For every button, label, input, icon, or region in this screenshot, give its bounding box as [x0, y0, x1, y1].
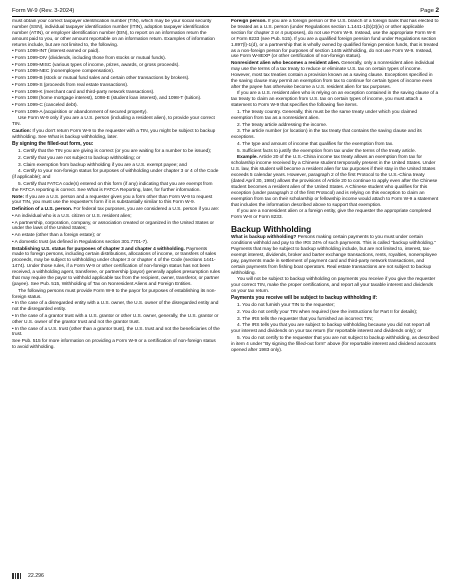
list-item: 2. The treaty article addressing the income. [237, 122, 328, 128]
page-header [12, 5, 439, 15]
list-item: 3. The IRS tells the requester that you furnished an incorrect TIN; [237, 316, 373, 322]
list-item: • In the case of a disregarded entity with a U.S. owner, the U.S. owner of the disregarded entity and not the disregarded entity. [12, 301, 219, 313]
backup-withholding-heading: Backup Withholding [231, 223, 312, 234]
paragraph: If you are a U.S. resident alien who is relying on an exception contained in the saving clause of a tax treaty to claim an exemption from U.S. tax on certain types of income, you must attach a statement to Form W-9 that specifies the following five items. [231, 91, 439, 109]
nonresident-paragraph [231, 61, 439, 91]
establishing-label: Establishing U.S. status for purposes of chapter 3 and chapter 4 withholding. [12, 246, 185, 252]
list-item: 1. You do not furnish your TIN to the requester; [237, 303, 335, 309]
page-number [420, 8, 439, 15]
list-item: • Form 1099-A (acquisition or abandonment of secured property). [12, 109, 148, 115]
example-label: Example. [237, 155, 258, 161]
list-item: • An estate (other than a foreign estate); or [12, 233, 101, 239]
caution-paragraph [12, 129, 220, 141]
paragraph: See Pub. 515 for more information on providing a Form W-9 or a certification of non-foreign status to avoid withholding. [12, 339, 216, 351]
list-item: • Form 1099-C (canceled debt). [12, 102, 78, 108]
list-item: 5. You do not certify to the requester that you are not subject to backup withholding, as described in item 4 under "By signing the filled-out form" above (for reportable interest and dividend accounts opened after 1983 only). [231, 336, 439, 353]
qr-icon [12, 573, 22, 579]
list-item: • Form 1099-S (proceeds from real estate transactions). [12, 82, 129, 88]
list-item: • Form 1098 (home mortgage interest), 1098-E (student loan interest), and 1098-T (tuition). [12, 96, 202, 102]
list-item: 4. Certify to your non-foreign status for purposes of withholding under chapter 3 or 4 of the Code (if applicable); and [12, 169, 219, 181]
foreign-person-paragraph [231, 19, 439, 60]
list-item: 2. Certify that you are not subject to backup withholding; or [18, 155, 141, 161]
definition-label: Definition of a U.S. person. [12, 207, 73, 213]
page-footer [12, 573, 44, 579]
list-item: • Form 1099-K (merchant card and third-party network transactions). [12, 89, 155, 95]
foreign-person-text: If you are a foreign person or the U.S. branch of a foreign bank that has elected to be treated as a U.S. person (under Regulations section 1.1441-1(b)(2)(iv) or other applicable section for chapter 3 or 4 purposes), do not use Form W-9. Instead, use the appropriate Form W-8 or Form 8233 (see Pub. 515). If you are a qualified foreign pension fund under Regulations section 1.897(l)-1(d), or a partnership that is wholly owned by qualified foreign pension funds, that is treated as a non-foreign person for purposes of section 1445 withholding, do not use Form W-9. Instead, use Form W-8EXP (or other certification of non-foreign status). [231, 19, 439, 60]
nonresident-label: Nonresident alien who becomes a resident alien. [231, 61, 341, 67]
list-item: 5. Sufficient facts to justify the exemption from tax under the terms of the treaty article. [237, 148, 416, 154]
note-label: Note: [12, 194, 25, 200]
list-item: 3. The article number (or location) in the tax treaty that contains the saving clause and its exceptions. [231, 129, 422, 141]
list-item: • Form 1099-DIV (dividends, including those from stocks or mutual funds). [12, 56, 166, 62]
left-column [12, 19, 220, 567]
list-item: • Form 1099-NEC (nonemployee compensation). [12, 69, 115, 75]
subject-heading: Payments you receive will be subject to backup withholding if: [231, 295, 378, 302]
list-item: • A domestic trust (as defined in Regulations section 301.7701-7). [12, 239, 149, 245]
list-item: • In the case of a U.S. trust (other than a grantor trust), the U.S. trust and not the beneficiaries of the trust. [12, 326, 220, 338]
list-item: 1. Certify that the TIN you are giving is correct (or you are waiting for a number to be issued); [18, 149, 212, 155]
list-item: 3. Claim exemption from backup withholding if you are a U.S. exempt payee; and [18, 162, 187, 168]
right-column [231, 19, 439, 567]
footer-code: 22.296 [28, 573, 44, 579]
example-paragraph [231, 155, 439, 208]
intro-paragraph: must obtain your correct taxpayer identification number (TIN), which may be your social security number (SSN), individual taxpayer identification number (ITIN), adoption taxpayer identification number (ATIN), or employer identification number (EIN), to report on an information return the amount paid to you, or other amount reportable on an information return. Examples of information returns include, but are not limited to, the following. [12, 19, 215, 48]
list-item: 5. Certify that FATCA code(s) entered on this form (if any) indicating that you are exempt from the FATCA reporting is correct. See What is FATCA Reporting, later, for further information. [12, 181, 213, 193]
form-id: Form W-9 (Rev. 3-2024) [12, 8, 75, 15]
nonresident-text: Generally, only a nonresident alien individual may use the terms of a tax treaty to reduce or eliminate U.S. tax on certain types of income. However, most tax treaties contain a provision known as a saving clause. Exceptions specified in the saving clause may permit an exemption from tax to continue for certain types of income even after the payee has otherwise become a U.S. resident alien for tax purposes. [231, 61, 435, 90]
example-text: Article 20 of the U.S.-China income tax treaty allows an exemption from tax for scholarship income received by a Chinese student temporarily present in the United States. Under U.S. law, this student will become a resident alien for tax purposes if their stay in the United States exceeds 5 calendar years. However, paragraph 2 of the first Protocol to the U.S.-China treaty (dated April 30, 1984) allows the provisions of Article 20 to continue to apply even after the Chinese student becomes a resident alien of the United States. A Chinese student who qualifies for this exception (under paragraph 2 of the first Protocol) and is relying on this exception to claim an exemption from tax on their scholarship or fellowship income would attach to Form W-9 a statement that includes the information described above to support that exemption. [231, 155, 439, 208]
list-item: 2. You do not certify your TIN when required (see the instructions for Part II for details); [237, 310, 418, 316]
list-item: 1. The treaty country. Generally, this must be the same treaty under which you claimed exemption from tax as a nonresident alien. [231, 109, 417, 121]
foreign-person-label: Foreign person. [231, 19, 267, 24]
backup-question-paragraph [231, 235, 439, 276]
paragraph: The following persons must provide Form W-9 to the payor for purposes of establishing its non-foreign status. [12, 288, 216, 300]
page-number-value: 2 [435, 7, 439, 15]
backup-question-label: What is backup withholding? [231, 235, 297, 241]
list-item: 4. The type and amount of income that qualifies for the exemption from tax. [237, 141, 394, 147]
list-item: • Form 1099-INT (interest earned or paid). [12, 49, 100, 55]
list-item: • A partnership, corporation, company, or association created or organized in the United States or under the laws of the United States; [12, 220, 214, 232]
list-item: • An individual who is a U.S. citizen or U.S. resident alien; [12, 213, 132, 219]
paragraph: Use Form W-9 only if you are a U.S. person (including a resident alien), to provide your correct TIN. [12, 116, 215, 128]
backup-question-text: Persons making certain payments to you must under certain conditions withhold and pay to the IRS 24% of such payments. This is called "backup withholding." Payments that may be subject to backup withholding include, but are not limited to, interest, tax-exempt interest, dividends, broker and barter exchange transactions, rents, royalties, nonemployee pay, payments made in settlement of payment card and third-party network transactions, and certain payments from fishing boat operators. Real estate transactions are not subject to backup withholding. [231, 235, 437, 276]
note-text: If you are a U.S. person and a requester gives you a form other than Form W-9 to request your TIN, you must use the requester's form if it is substantially similar to this Form W-9. [12, 194, 213, 206]
caution-text: If you don't return Form W-9 to the requester with a TIN, you might be subject to backup withholding. See What is backup withholding, later. [12, 128, 216, 140]
signing-heading: By signing the filled-out form, you: [12, 141, 94, 148]
note-paragraph [12, 195, 220, 207]
list-item: • Form 1099-B (stock or mutual fund sales and certain other transactions by brokers). [12, 76, 190, 82]
caution-label: Caution: [12, 128, 32, 134]
page-label: Page [420, 8, 434, 15]
list-item: • In the case of a grantor trust with a U.S. grantor or other U.S. owner, generally, the U.S. grantor or other U.S. owner of the grantor trust and not the grantor trust. [12, 313, 219, 325]
establishing-paragraph [12, 247, 220, 288]
list-item: 4. The IRS tells you that you are subject to backup withholding because you did not report all your interest and dividends on your tax return (for reportable interest and dividends only); or [231, 323, 430, 335]
establishing-text: Payments made to foreign persons, including certain distributions, allocations of income, or transfers of sales proceeds, may be subject to withholding under chapter 3 or chapter 4 of the Code (sections 1441-1474). Under those rules, if a Form W-9 or other certification of non-foreign status has not been received, a withholding agent, transferee, or partnership (payor) generally applies presumption rules that may require the payor to withhold applicable tax from the recipient, owner, transferor, or partner (payee). See Pub. 515, Withholding of Tax on Nonresident Aliens and Foreign Entities. [12, 246, 220, 287]
definition-paragraph [12, 207, 220, 213]
paragraph: If you are a nonresident alien or a foreign entity, give the requester the appropriate completed Form W-8 or Form 8233. [231, 209, 432, 221]
paragraph: You will not be subject to backup withholding on payments you receive if you give the requester your correct TIN, make the proper certifications, and report all your taxable interest and dividends on your tax return. [231, 277, 436, 295]
definition-text: For federal tax purposes, you are considered a U.S. person if you are: [72, 207, 220, 213]
list-item: • Form 1099-MISC (various types of income, prizes, awards, or gross proceeds). [12, 62, 180, 68]
header-rule [12, 16, 439, 17]
